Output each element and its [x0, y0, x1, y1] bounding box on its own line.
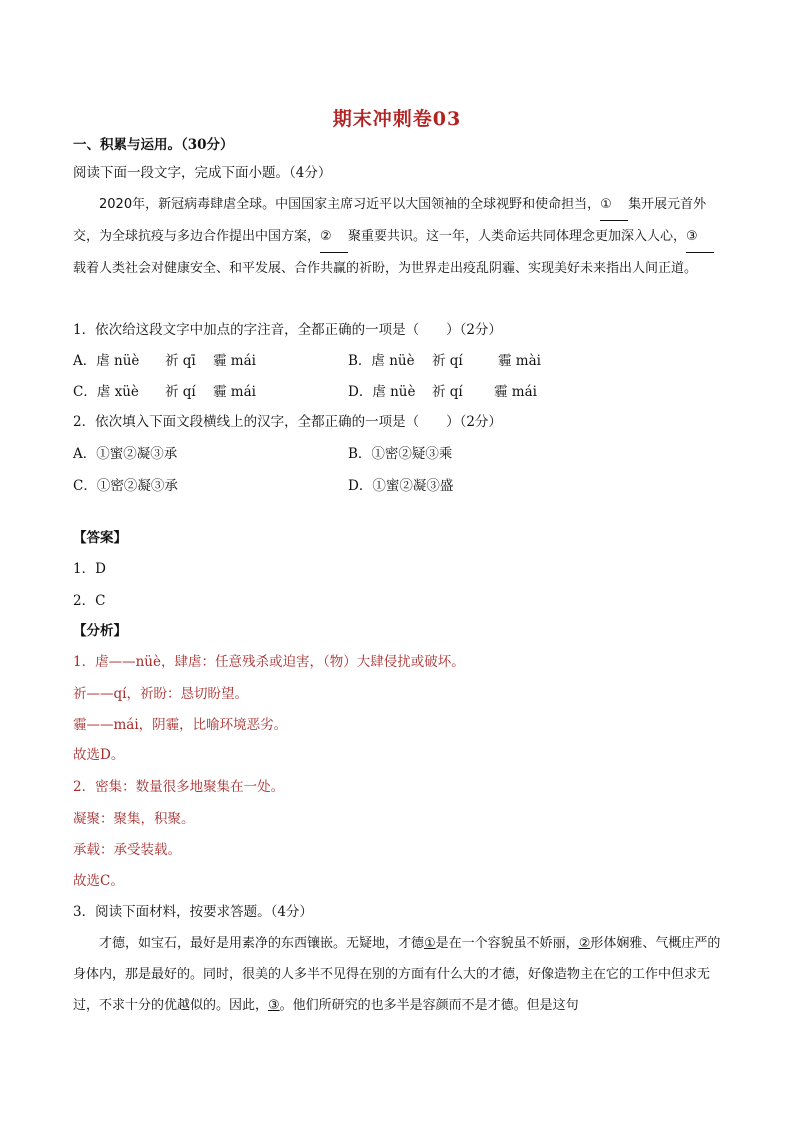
- option-text: A．虐 nüè: [73, 353, 140, 369]
- analysis-line: 承载：承受装载。: [73, 842, 181, 858]
- marker-1: ①: [424, 936, 436, 951]
- option-text: 祈 qí: [432, 384, 463, 400]
- q2-option-d: D．①蜜②凝③盛: [348, 478, 454, 494]
- reading-instruction: 阅读下面一段文字，完成下面小题。（4分）: [73, 165, 332, 181]
- marker-2: ②: [578, 936, 591, 951]
- question-1-stem: 1．依次给这段文字中加点的字注音，全都正确的一项是（ ）（2分）: [73, 322, 502, 338]
- option-text: 祈 qī: [165, 353, 196, 369]
- analysis-line: 故选C。: [73, 873, 124, 889]
- answer-heading: 【答案】: [73, 530, 127, 546]
- passage-text: 2020年，新冠病毒肆虐全球。中国国家主席习近平以大国领袖的全球视野和使命担当，: [99, 197, 601, 212]
- q1-option-c: [73, 383, 256, 401]
- q2-option-a: A．①蜜②凝③承: [73, 446, 178, 462]
- blank-1: ①: [600, 189, 628, 221]
- passage-text: 集开展元首外交，为全球抗疫与多边合作提出中国方案，: [73, 197, 707, 244]
- section-heading: 一、积累与运用。（30分）: [73, 137, 234, 153]
- q2-option-c: C．①密②凝③承: [73, 478, 178, 494]
- analysis-line: 故选D。: [73, 747, 125, 763]
- question-3-stem: 3．阅读下面材料，按要求答题。（4分）: [73, 904, 313, 920]
- question-2-stem: 2．依次填入下面文段横线上的汉字，全都正确的一项是（ ）（2分）: [73, 414, 502, 430]
- reading-passage-2: [73, 928, 721, 1052]
- option-text: 霾 mái: [213, 384, 256, 400]
- reading-passage: [73, 189, 721, 284]
- answer-item: 2．C: [73, 593, 106, 609]
- blank-2: ②: [320, 221, 348, 253]
- passage-text: 载着人类社会对健康安全、和平发展、合作共赢的祈盼，为世界走出疫乱阴霾、实现美好未来指出人间正道。: [73, 261, 698, 276]
- analysis-line: 祈——qí，祈盼：恳切盼望。: [73, 686, 248, 702]
- passage-text: 聚重要共识。这一年，人类命运共同体理念更加深入人心，: [348, 229, 687, 244]
- q1-option-d: [348, 383, 537, 401]
- analysis-line: 2．密集：数量很多地聚集在一处。: [73, 779, 285, 795]
- passage-text: 才德，如宝石，最好是用素净的东西镶嵌。无疑地，才德: [99, 936, 425, 951]
- option-text: D．虐 nüè: [348, 384, 416, 400]
- option-text: 祈 qí: [432, 353, 463, 369]
- answer-item: 1．D: [73, 561, 106, 577]
- analysis-heading: 【分析】: [73, 623, 127, 639]
- analysis-line: 凝聚：聚集，积聚。: [73, 811, 195, 827]
- q2-option-b: B．①密②疑③乘: [348, 446, 453, 462]
- q1-option-b: [348, 352, 541, 370]
- marker-3: ③: [268, 998, 280, 1013]
- q1-option-a: [73, 352, 256, 370]
- page-title: 期末冲刺卷03: [332, 108, 462, 130]
- analysis-line: 1．虐——nüè，肆虐：任意残杀或迫害，（物）大肆侵扰或破坏。: [73, 654, 465, 670]
- passage-text: 形体娴雅、气概庄严的身体内，那是最好的。同时，很美的人多半不见得在别的方面有什么大的才德，好像造物主在它的工作中但求无过，不求十分的优越似的。因此，: [73, 936, 721, 1013]
- analysis-line: 霾——mái，阴霾，比喻环境恶劣。: [73, 717, 288, 733]
- option-text: 霾 mài: [498, 353, 541, 369]
- passage-text: 。他们所研究的也多半是容颜而不是才德。但是这句: [279, 998, 579, 1013]
- option-text: 霾 mái: [494, 384, 537, 400]
- passage-text: 是在一个容貌虽不娇丽，: [435, 936, 579, 951]
- option-text: 霾 mái: [213, 353, 256, 369]
- option-text: 祈 qí: [165, 384, 196, 400]
- option-text: B．虐 nüè: [348, 353, 415, 369]
- blank-3: ③: [686, 221, 714, 253]
- option-text: C．虐 xüè: [73, 384, 139, 400]
